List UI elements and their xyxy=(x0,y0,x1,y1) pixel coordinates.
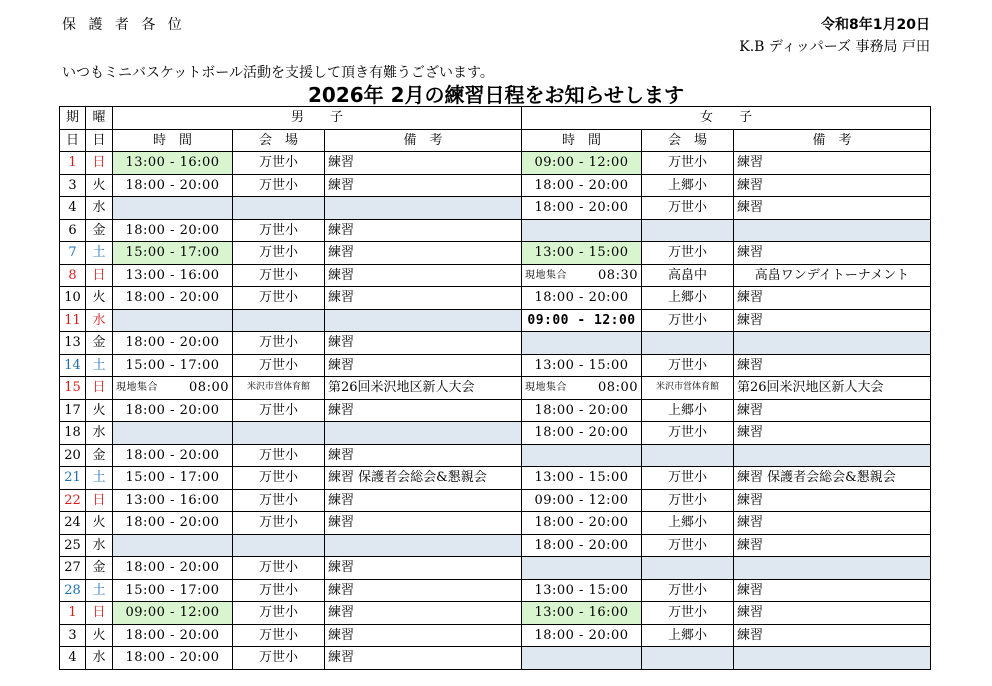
boys-venue-cell: 万世小 xyxy=(233,512,325,535)
day-cell: 18 xyxy=(60,422,86,445)
weekday-cell: 日 xyxy=(86,489,113,512)
girls-notes-cell: 高畠ワンデイトーナメント xyxy=(734,264,931,287)
day-cell: 3 xyxy=(60,624,86,647)
girls-time-cell: 09:00 - 12:00 xyxy=(522,309,642,332)
table-row xyxy=(60,264,931,287)
meetup-label: 現地集合 xyxy=(525,269,567,281)
day-cell: 4 xyxy=(60,197,86,220)
boys-time-cell: 13:00 - 16:00 xyxy=(113,264,233,287)
girls-notes-cell: 練習 xyxy=(734,534,931,557)
boys-notes-cell: 練習 xyxy=(325,512,522,535)
schedule-table xyxy=(59,106,931,670)
girls-venue-cell: 上郷小 xyxy=(642,624,734,647)
girls-time-cell: 18:00 - 20:00 xyxy=(522,512,642,535)
day-cell: 15 xyxy=(60,377,86,400)
boys-notes-cell: 練習 xyxy=(325,354,522,377)
boys-notes-cell: 練習 保護者会総会&懇親会 xyxy=(325,467,522,490)
boys-venue-cell xyxy=(233,534,325,557)
day-cell: 11 xyxy=(60,309,86,332)
boys-notes-cell: 練習 xyxy=(325,647,522,670)
boys-venue-cell: 万世小 xyxy=(233,399,325,422)
day-cell: 10 xyxy=(60,287,86,310)
girls-time-cell: 09:00 - 12:00 xyxy=(522,489,642,512)
greeting-text: いつもミニバスケットボール活動を支援して頂き有難うございます。 xyxy=(62,65,494,81)
weekday-cell: 金 xyxy=(86,219,113,242)
boys-time-cell: 15:00 - 17:00 xyxy=(113,242,233,265)
table-row xyxy=(60,602,931,625)
table-row xyxy=(60,354,931,377)
boys-venue-cell: 万世小 xyxy=(233,264,325,287)
girls-notes-cell xyxy=(734,557,931,580)
table-row xyxy=(60,467,931,490)
girls-venue-cell: 万世小 xyxy=(642,489,734,512)
weekday-cell: 火 xyxy=(86,624,113,647)
meetup-label: 現地集合 xyxy=(116,382,158,394)
girls-time-cell: 13:00 - 15:00 xyxy=(522,579,642,602)
boys-notes-cell: 第26回米沢地区新人大会 xyxy=(325,377,522,400)
girls-venue-cell: 万世小 xyxy=(642,197,734,220)
girls-notes-cell: 第26回米沢地区新人大会 xyxy=(734,377,931,400)
table-row xyxy=(60,399,931,422)
table-row xyxy=(60,377,931,400)
meetup-info xyxy=(525,265,638,286)
girls-venue-cell: 万世小 xyxy=(642,422,734,445)
boys-header: 男 子 xyxy=(113,107,522,130)
girls-time-cell xyxy=(522,647,642,670)
weekday-cell: 金 xyxy=(86,557,113,580)
table-row xyxy=(60,219,931,242)
boys-time-cell: 13:00 - 16:00 xyxy=(113,152,233,175)
boys-time-cell: 18:00 - 20:00 xyxy=(113,332,233,355)
boys-time-cell xyxy=(113,422,233,445)
girls-notes-cell: 練習 xyxy=(734,197,931,220)
girls-venue-cell xyxy=(642,647,734,670)
day-cell: 4 xyxy=(60,647,86,670)
table-row xyxy=(60,309,931,332)
boys-venue-cell: 万世小 xyxy=(233,489,325,512)
table-row xyxy=(60,197,931,220)
girls-venue-cell: 米沢市営体育館 xyxy=(642,377,734,400)
girls-venue-cell: 上郷小 xyxy=(642,287,734,310)
sender-line: K.B ディッパーズ 事務局 戸田 xyxy=(739,39,930,55)
boys-notes-cell: 練習 xyxy=(325,287,522,310)
weekday-cell: 土 xyxy=(86,579,113,602)
weekday-cell: 金 xyxy=(86,444,113,467)
col-dow-top: 曜 xyxy=(86,107,113,130)
girls-time-cell: 18:00 - 20:00 xyxy=(522,624,642,647)
weekday-cell: 火 xyxy=(86,287,113,310)
boys-time-cell: 18:00 - 20:00 xyxy=(113,557,233,580)
day-cell: 13 xyxy=(60,332,86,355)
girls-time-cell: 18:00 - 20:00 xyxy=(522,422,642,445)
weekday-cell: 土 xyxy=(86,354,113,377)
boys-notes-cell xyxy=(325,309,522,332)
girls-venue-cell: 高畠中 xyxy=(642,264,734,287)
girls-venue-cell: 上郷小 xyxy=(642,399,734,422)
girls-venue-cell: 上郷小 xyxy=(642,174,734,197)
day-cell: 22 xyxy=(60,489,86,512)
table-row xyxy=(60,287,931,310)
girls-venue-cell: 万世小 xyxy=(642,467,734,490)
table-row xyxy=(60,174,931,197)
boys-venue-cell: 万世小 xyxy=(233,624,325,647)
col-dow-bottom: 日 xyxy=(86,129,113,152)
girls-notes-cell: 練習 xyxy=(734,489,931,512)
weekday-cell: 水 xyxy=(86,422,113,445)
table-row xyxy=(60,332,931,355)
boys-col-time: 時 間 xyxy=(113,129,233,152)
girls-header: 女 子 xyxy=(522,107,931,130)
weekday-cell: 土 xyxy=(86,467,113,490)
meetup-time: 08:30 xyxy=(598,267,638,283)
girls-venue-cell xyxy=(642,444,734,467)
girls-time-cell xyxy=(522,332,642,355)
boys-venue-cell xyxy=(233,422,325,445)
girls-time-cell: 18:00 - 20:00 xyxy=(522,174,642,197)
boys-col-venue: 会 場 xyxy=(233,129,325,152)
girls-time-cell: 18:00 - 20:00 xyxy=(522,534,642,557)
day-cell: 20 xyxy=(60,444,86,467)
boys-venue-cell: 万世小 xyxy=(233,579,325,602)
day-cell: 8 xyxy=(60,264,86,287)
header-row-1 xyxy=(60,107,931,130)
girls-time-cell: 18:00 - 20:00 xyxy=(522,287,642,310)
boys-time-cell: 18:00 - 20:00 xyxy=(113,219,233,242)
boys-time-cell: 15:00 - 17:00 xyxy=(113,467,233,490)
weekday-cell: 水 xyxy=(86,534,113,557)
boys-time-cell xyxy=(113,309,233,332)
girls-venue-cell: 万世小 xyxy=(642,309,734,332)
girls-notes-cell: 練習 xyxy=(734,309,931,332)
meetup-info xyxy=(525,377,638,398)
day-cell: 27 xyxy=(60,557,86,580)
table-row xyxy=(60,242,931,265)
day-cell: 21 xyxy=(60,467,86,490)
day-cell: 7 xyxy=(60,242,86,265)
boys-notes-cell: 練習 xyxy=(325,624,522,647)
weekday-cell: 水 xyxy=(86,197,113,220)
boys-time-cell: 13:00 - 16:00 xyxy=(113,489,233,512)
girls-time-cell: 18:00 - 20:00 xyxy=(522,399,642,422)
weekday-cell: 日 xyxy=(86,264,113,287)
table-row xyxy=(60,444,931,467)
girls-venue-cell: 万世小 xyxy=(642,534,734,557)
boys-time-cell: 18:00 - 20:00 xyxy=(113,647,233,670)
girls-time-cell xyxy=(522,444,642,467)
girls-col-notes: 備 考 xyxy=(734,129,931,152)
weekday-cell: 日 xyxy=(86,377,113,400)
boys-venue-cell xyxy=(233,309,325,332)
boys-time-cell xyxy=(113,377,233,400)
boys-time-cell: 18:00 - 20:00 xyxy=(113,512,233,535)
girls-venue-cell xyxy=(642,557,734,580)
weekday-cell: 日 xyxy=(86,152,113,175)
boys-venue-cell: 万世小 xyxy=(233,354,325,377)
meetup-time: 08:00 xyxy=(598,380,638,396)
day-cell: 28 xyxy=(60,579,86,602)
boys-time-cell: 18:00 - 20:00 xyxy=(113,287,233,310)
girls-venue-cell: 万世小 xyxy=(642,602,734,625)
day-cell: 17 xyxy=(60,399,86,422)
girls-time-cell: 13:00 - 15:00 xyxy=(522,354,642,377)
girls-venue-cell xyxy=(642,332,734,355)
boys-notes-cell: 練習 xyxy=(325,332,522,355)
weekday-cell: 日 xyxy=(86,602,113,625)
girls-time-cell: 13:00 - 15:00 xyxy=(522,242,642,265)
girls-time-cell: 09:00 - 12:00 xyxy=(522,152,642,175)
boys-venue-cell: 万世小 xyxy=(233,242,325,265)
table-row xyxy=(60,579,931,602)
meetup-time: 08:00 xyxy=(189,380,229,396)
weekday-cell: 水 xyxy=(86,309,113,332)
boys-venue-cell: 万世小 xyxy=(233,174,325,197)
col-day-bottom: 日 xyxy=(60,129,86,152)
boys-venue-cell: 万世小 xyxy=(233,647,325,670)
boys-venue-cell: 万世小 xyxy=(233,467,325,490)
day-cell: 1 xyxy=(60,152,86,175)
boys-time-cell: 18:00 - 20:00 xyxy=(113,444,233,467)
girls-notes-cell: 練習 xyxy=(734,174,931,197)
girls-notes-cell xyxy=(734,444,931,467)
girls-notes-cell: 練習 xyxy=(734,624,931,647)
table-row xyxy=(60,489,931,512)
girls-time-cell xyxy=(522,557,642,580)
document-date: 令和8年1月20日 xyxy=(821,17,930,33)
girls-time-cell: 18:00 - 20:00 xyxy=(522,197,642,220)
weekday-cell: 金 xyxy=(86,332,113,355)
table-row xyxy=(60,512,931,535)
boys-venue-cell: 万世小 xyxy=(233,287,325,310)
page-title: 2026年 2月の練習日程をお知らせします xyxy=(308,83,684,107)
girls-notes-cell: 練習 xyxy=(734,287,931,310)
table-row xyxy=(60,647,931,670)
girls-notes-cell: 練習 xyxy=(734,399,931,422)
col-day-top: 期 xyxy=(60,107,86,130)
boys-notes-cell xyxy=(325,534,522,557)
table-row xyxy=(60,422,931,445)
boys-notes-cell: 練習 xyxy=(325,579,522,602)
girls-venue-cell: 万世小 xyxy=(642,242,734,265)
weekday-cell: 火 xyxy=(86,512,113,535)
day-cell: 25 xyxy=(60,534,86,557)
girls-notes-cell: 練習 xyxy=(734,422,931,445)
day-cell: 1 xyxy=(60,602,86,625)
boys-time-cell xyxy=(113,534,233,557)
girls-venue-cell: 万世小 xyxy=(642,354,734,377)
boys-col-notes: 備 考 xyxy=(325,129,522,152)
girls-venue-cell xyxy=(642,219,734,242)
boys-venue-cell: 万世小 xyxy=(233,557,325,580)
boys-venue-cell: 万世小 xyxy=(233,602,325,625)
table-row xyxy=(60,624,931,647)
weekday-cell: 火 xyxy=(86,174,113,197)
girls-notes-cell xyxy=(734,332,931,355)
boys-venue-cell: 万世小 xyxy=(233,332,325,355)
weekday-cell: 土 xyxy=(86,242,113,265)
table-row xyxy=(60,152,931,175)
boys-venue-cell: 万世小 xyxy=(233,444,325,467)
weekday-cell: 火 xyxy=(86,399,113,422)
meetup-info xyxy=(116,377,229,398)
girls-notes-cell: 練習 xyxy=(734,579,931,602)
day-cell: 3 xyxy=(60,174,86,197)
boys-notes-cell: 練習 xyxy=(325,242,522,265)
girls-notes-cell: 練習 xyxy=(734,242,931,265)
girls-notes-cell: 練習 保護者会総会&懇親会 xyxy=(734,467,931,490)
girls-notes-cell: 練習 xyxy=(734,602,931,625)
girls-time-cell: 13:00 - 16:00 xyxy=(522,602,642,625)
girls-col-venue: 会 場 xyxy=(642,129,734,152)
boys-notes-cell: 練習 xyxy=(325,557,522,580)
boys-notes-cell: 練習 xyxy=(325,219,522,242)
girls-venue-cell: 万世小 xyxy=(642,152,734,175)
girls-time-cell xyxy=(522,219,642,242)
boys-time-cell: 18:00 - 20:00 xyxy=(113,624,233,647)
meetup-label: 現地集合 xyxy=(525,382,567,394)
girls-venue-cell: 万世小 xyxy=(642,579,734,602)
boys-notes-cell: 練習 xyxy=(325,152,522,175)
table-row xyxy=(60,534,931,557)
girls-time-cell: 13:00 - 15:00 xyxy=(522,467,642,490)
boys-time-cell xyxy=(113,197,233,220)
boys-notes-cell: 練習 xyxy=(325,489,522,512)
boys-time-cell: 15:00 - 17:00 xyxy=(113,354,233,377)
girls-time-cell xyxy=(522,264,642,287)
girls-notes-cell xyxy=(734,219,931,242)
girls-notes-cell: 練習 xyxy=(734,354,931,377)
boys-time-cell: 09:00 - 12:00 xyxy=(113,602,233,625)
girls-time-cell xyxy=(522,377,642,400)
boys-time-cell: 18:00 - 20:00 xyxy=(113,399,233,422)
header-row-2 xyxy=(60,129,931,152)
girls-notes-cell: 練習 xyxy=(734,512,931,535)
day-cell: 14 xyxy=(60,354,86,377)
table-row xyxy=(60,557,931,580)
boys-notes-cell: 練習 xyxy=(325,174,522,197)
boys-notes-cell: 練習 xyxy=(325,264,522,287)
boys-notes-cell: 練習 xyxy=(325,602,522,625)
girls-notes-cell: 練習 xyxy=(734,152,931,175)
girls-venue-cell: 上郷小 xyxy=(642,512,734,535)
girls-notes-cell xyxy=(734,647,931,670)
weekday-cell: 水 xyxy=(86,647,113,670)
boys-venue-cell xyxy=(233,197,325,220)
boys-time-cell: 18:00 - 20:00 xyxy=(113,174,233,197)
boys-notes-cell: 練習 xyxy=(325,444,522,467)
day-cell: 6 xyxy=(60,219,86,242)
boys-time-cell: 15:00 - 17:00 xyxy=(113,579,233,602)
day-cell: 24 xyxy=(60,512,86,535)
girls-col-time: 時 間 xyxy=(522,129,642,152)
boys-venue-cell: 万世小 xyxy=(233,152,325,175)
boys-venue-cell: 万世小 xyxy=(233,219,325,242)
boys-notes-cell xyxy=(325,197,522,220)
boys-notes-cell: 練習 xyxy=(325,399,522,422)
recipient-line: 保 護 者 各 位 xyxy=(62,17,186,33)
boys-venue-cell: 米沢市営体育館 xyxy=(233,377,325,400)
boys-notes-cell xyxy=(325,422,522,445)
